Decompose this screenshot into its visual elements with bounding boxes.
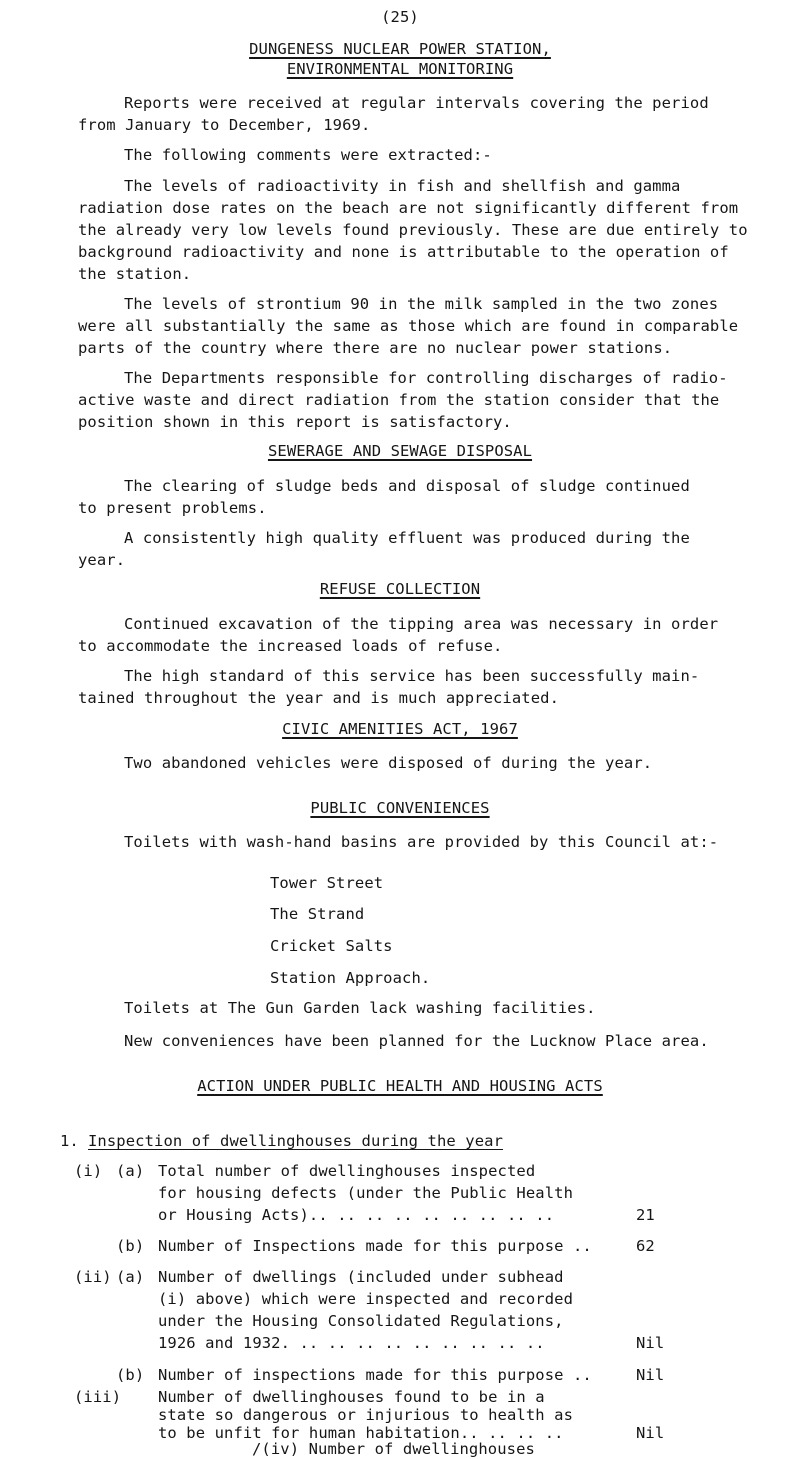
paragraph-excavation: Continued excavation of the tipping area was necessary in order to accommodate the increased loads of refuse. — [78, 615, 719, 655]
paragraph-effluent: A consistently high quality effluent was produced during the year. — [78, 529, 690, 569]
entry-iii: (iii) Number of dwellinghouses found to be in a — [74, 1388, 545, 1406]
action-heading: ACTION UNDER PUBLIC HEALTH AND HOUSING ACTS — [197, 1077, 603, 1095]
paragraph-reports: Reports were received at regular intervals covering the period from January to December, 1969. — [78, 94, 709, 134]
paragraph-departments: The Departments responsible for controlling discharges of radio- active waste and direct radiation from the station consider that the position shown in this report is satisfactory. — [78, 369, 728, 431]
paragraph-vehicles: Two abandoned vehicles were disposed of during the year. — [124, 754, 653, 772]
sewerage-heading: SEWERAGE AND SEWAGE DISPOSAL — [267, 442, 533, 460]
entry-value: Nil — [636, 1366, 665, 1384]
location-item: The Strand — [270, 905, 365, 923]
inspection-item-heading: 1. Inspection of dwellinghouses during the year — [60, 1132, 503, 1150]
refuse-heading: REFUSE COLLECTION — [319, 580, 481, 598]
paragraph-sludge: The clearing of sludge beds and disposal of sludge continued to present problems. — [78, 477, 690, 517]
location-item: Cricket Salts — [270, 937, 393, 955]
civic-heading: CIVIC AMENITIES ACT, 1967 — [282, 720, 518, 738]
page-number: (25) — [381, 8, 419, 26]
location-item: Tower Street — [270, 874, 384, 892]
conveniences-note-gun-garden: Toilets at The Gun Garden lack washing facilities. — [124, 999, 596, 1017]
entry-ii-b: (b) Number of inspections made for this purpose .. Nil — [116, 1366, 665, 1384]
entry-i-b: (b) Number of Inspections made for this purpose .. 62 — [116, 1237, 655, 1255]
document-page: (25) DUNGENESS NUCLEAR POWER STATION, ENVIRONMENTAL MONITORING Reports were received at regular intervals covering the period from January to December, 1969. The following comments were extracted:- The levels of radioactivity in fish and shellfish and gamma radiation dose rates on the beach are not significantly different from the already very low levels found previously. These are due entirely to background radioactivity and none is attributable to the operation of the station. The levels of strontium 90 in the milk sampled in the two zones were all substantially the same as those which are found in comparable parts of the country where there are no nuclear power stations. The Departments responsible for controlling discharges of radio- active waste and direct radiation from the station consider that the position shown in this report is satisfactory. SEWERAGE AND SEWAGE DISPOSAL The clearing of sludge beds and disposal of sludge continued to present problems. A consistently high quality effluent was produced during the year. REFUSE COLLECTION Continued excavation of the tipping area was necessary in order to accommodate the increased loads of refuse. The high standard of this service has been successfully main- tained throughout the year and is much appreciated. CIVIC AMENITIES ACT, 1967 Two abandoned vehicles were disposed of during the year. PUBLIC CONVENIENCES Toilets with wash-hand basins are provided by this Council at:- Tower Street The Strand Cricket Salts Station Approach. Toilets at The Gun Garden lack washing facilities. New conveniences have been planned for the Lucknow Place area. ACTION UNDER PUBLIC HEALTH AND HOUSING ACTS 1. Inspection of dwellinghouses during the year (i) (a) Total number of dwellinghouses inspected for housing defects (under the Public Health or Housing Acts).. .. .. .. .. .. .. .. .. 21 (b) Number of Inspections made for this purpose .. 62 (ii) (a) Number of dwellings (included under subhead (i) above) which were inspected and recorded under the Housing Consolidated Regulations, 1926 and 1932. .. .. .. .. .. .. .. .. .. Nil (b) Number of inspections made for this purpose .. Nil (iii) Number of dwellinghouses found to be in a state so dangerous or injurious to health as to be unfit for human habitation.. .. .. .. Nil /(iv) Number of dwellinghouses — [0, 0, 800, 1459]
entry-value: Nil — [636, 1424, 665, 1442]
entry-value: Nil — [636, 1334, 665, 1352]
entry-ii-a: (ii) (a) Number of dwellings (included under subhead — [74, 1268, 564, 1286]
entry-value: 21 — [636, 1206, 655, 1224]
paragraph-radioactivity: The levels of radioactivity in fish and shellfish and gamma radiation dose rates on the beach are not significantly different from the already very low levels found previously. These are due entirely to background radioactivity and none is attributable to the operation of the station. — [78, 177, 748, 283]
conveniences-intro: Toilets with wash-hand basins are provided by this Council at:- — [124, 833, 719, 851]
paragraph-strontium: The levels of strontium 90 in the milk sampled in the two zones were all substantially the same as those which are found in comparable parts of the country where there are no nuclear power stations. — [78, 295, 739, 357]
conveniences-note-lucknow: New conveniences have been planned for the Lucknow Place area. — [124, 1032, 709, 1050]
title-line-1: DUNGENESS NUCLEAR POWER STATION, — [249, 40, 551, 58]
catchword: /(iv) Number of dwellinghouses — [252, 1440, 535, 1458]
paragraph-service: The high standard of this service has been successfully main- tained throughout the year and is much appreciated. — [78, 667, 700, 707]
paragraph-comments: The following comments were extracted:- — [124, 146, 492, 164]
location-item: Station Approach. — [270, 969, 431, 987]
conveniences-heading: PUBLIC CONVENIENCES — [310, 799, 490, 817]
entry-value: 62 — [636, 1237, 655, 1255]
entry-i-a: (i) (a) Total number of dwellinghouses inspected — [74, 1162, 536, 1180]
title-line-2: ENVIRONMENTAL MONITORING — [286, 60, 514, 78]
